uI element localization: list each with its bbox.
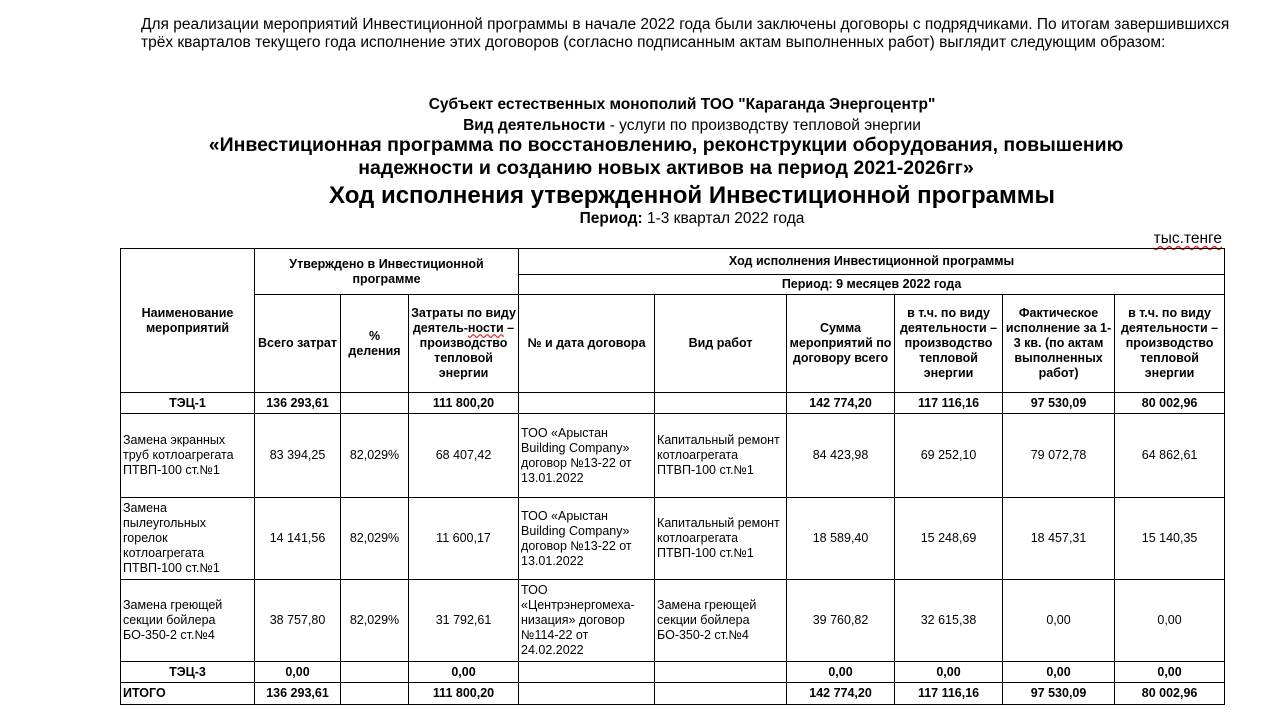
cell-total: 136 293,61 — [255, 683, 341, 705]
cell-name: ТЭЦ-1 — [121, 393, 255, 414]
period-label: Период: — [579, 210, 643, 227]
table-row — [121, 414, 1225, 498]
cell-incl: 117 116,16 — [895, 393, 1003, 414]
header-name: Наименование мероприятий — [121, 249, 255, 393]
header-costs-wavy: ности — [467, 321, 504, 335]
cell-total: 14 141,56 — [255, 498, 341, 580]
header-costs-prefix: Затраты по виду деятель- — [411, 306, 516, 335]
cell-percent: 82,029% — [341, 580, 409, 662]
cell-incl: 15 248,69 — [895, 498, 1003, 580]
period-value: 1-3 квартал 2022 года — [642, 210, 805, 227]
cell-total: 136 293,61 — [255, 393, 341, 414]
cell-incl2: 15 140,35 — [1115, 498, 1225, 580]
cell-work — [655, 393, 787, 414]
cell-costs: 111 800,20 — [409, 393, 519, 414]
table-row — [121, 498, 1225, 580]
cell-contract — [519, 393, 655, 414]
cell-work: Капитальный ремонт котлоагрегата ПТВП-100 ст.№1 — [655, 498, 787, 580]
cell-contract: ТОО «Центрэнергомеха-низация» договор №114-22 от 24.02.2022 — [519, 580, 655, 662]
cell-percent — [341, 393, 409, 414]
table-row-total — [121, 683, 1225, 705]
cell-percent: 82,029% — [341, 498, 409, 580]
cell-percent: 82,029% — [341, 414, 409, 498]
header-contract: № и дата договора — [519, 295, 655, 393]
cell-total: 38 757,80 — [255, 580, 341, 662]
cell-incl2: 0,00 — [1115, 580, 1225, 662]
cell-sum: 0,00 — [787, 662, 895, 683]
cell-incl: 117 116,16 — [895, 683, 1003, 705]
cell-name: ТЭЦ-3 — [121, 662, 255, 683]
cell-work — [655, 662, 787, 683]
cell-total: 83 394,25 — [255, 414, 341, 498]
cell-incl2: 64 862,61 — [1115, 414, 1225, 498]
cell-costs: 68 407,42 — [409, 414, 519, 498]
header-total-costs: Всего затрат — [255, 295, 341, 393]
cell-sum: 18 589,40 — [787, 498, 895, 580]
cell-contract — [519, 662, 655, 683]
cell-contract — [519, 683, 655, 705]
cell-sum: 142 774,20 — [787, 393, 895, 414]
header-approved-group: Утверждено в Инвестиционной программе — [255, 249, 519, 295]
program-title — [52, 134, 1280, 180]
header-work-type: Вид работ — [655, 295, 787, 393]
program-title-line2: надежности и созданию новых активов на период 2021-2026гг» — [358, 157, 974, 179]
program-title-line1: «Инвестиционная программа по восстановлению, реконструкции оборудования, повышению — [208, 134, 1124, 156]
table-row — [121, 393, 1225, 414]
header-progress-group: Ход исполнения Инвестиционной программы — [519, 249, 1225, 275]
cell-sum: 84 423,98 — [787, 414, 895, 498]
cell-actual: 0,00 — [1003, 580, 1115, 662]
cell-costs: 111 800,20 — [409, 683, 519, 705]
header-actual: Фактическое исполнение за 1-3 кв. (по актам выполненных работ) — [1003, 295, 1115, 393]
cell-sum: 39 760,82 — [787, 580, 895, 662]
period-line — [52, 210, 1280, 228]
header-incl-activity: в т.ч. по виду деятельности –производство тепловой энергии — [895, 295, 1003, 393]
cell-incl2: 0,00 — [1115, 662, 1225, 683]
main-title: Ход исполнения утвержденной Инвестиционной программы — [329, 182, 1055, 209]
cell-percent — [341, 662, 409, 683]
activity-line — [52, 117, 1280, 135]
units-label: тыс.тенге — [1153, 230, 1222, 247]
header-contract-sum: Сумма мероприятий по договору всего — [787, 295, 895, 393]
table-row — [121, 662, 1225, 683]
cell-costs: 11 600,17 — [409, 498, 519, 580]
activity-value: - услуги по производству тепловой энергии — [605, 117, 921, 134]
subject-title: Субъект естественных монополий ТОО "Караганда Энергоцентр" — [428, 96, 936, 113]
cell-costs: 0,00 — [409, 662, 519, 683]
investment-table — [120, 248, 1225, 705]
cell-incl: 0,00 — [895, 662, 1003, 683]
cell-actual: 18 457,31 — [1003, 498, 1115, 580]
header-costs-suffix: – производство тепловой энергии — [419, 321, 515, 380]
cell-total: 0,00 — [255, 662, 341, 683]
cell-incl2: 80 002,96 — [1115, 393, 1225, 414]
intro-paragraph: Для реализации мероприятий Инвестиционной программы в начале 2022 года были заключены договоры с подрядчиками. По итогам завершившихся трёх кварталов текущего года исполнение этих договоров (согласно подписанным актам выполненных работ) выглядит следующим образом: — [141, 16, 1230, 51]
cell-name: ИТОГО — [121, 683, 255, 705]
cell-sum: 142 774,20 — [787, 683, 895, 705]
cell-name: Замена экранных труб котлоагрегата ПТВП-100 ст.№1 — [121, 414, 255, 498]
cell-name: Замена пылеугольных горелок котлоагрегата ПТВП-100 ст.№1 — [121, 498, 255, 580]
cell-work: Капитальный ремонт котлоагрегата ПТВП-100 ст.№1 — [655, 414, 787, 498]
cell-work: Замена греющей секции бойлера БО-350-2 ст.№4 — [655, 580, 787, 662]
header-costs-by-activity — [409, 295, 519, 393]
table-row — [121, 580, 1225, 662]
cell-actual: 97 530,09 — [1003, 683, 1115, 705]
header-incl-activity-2: в т.ч. по виду деятельности – производство тепловой энергии — [1115, 295, 1225, 393]
cell-actual: 79 072,78 — [1003, 414, 1115, 498]
cell-work — [655, 683, 787, 705]
cell-incl: 69 252,10 — [895, 414, 1003, 498]
cell-actual: 0,00 — [1003, 662, 1115, 683]
cell-incl2: 80 002,96 — [1115, 683, 1225, 705]
cell-percent — [341, 683, 409, 705]
cell-actual: 97 530,09 — [1003, 393, 1115, 414]
header-progress-period: Период: 9 месяцев 2022 года — [519, 275, 1225, 295]
cell-name: Замена греющей секции бойлера БО-350-2 ст.№4 — [121, 580, 255, 662]
cell-contract: ТОО «Арыстан Building Company» договор №13-22 от 13.01.2022 — [519, 498, 655, 580]
cell-incl: 32 615,38 — [895, 580, 1003, 662]
cell-costs: 31 792,61 — [409, 580, 519, 662]
cell-contract: ТОО «Арыстан Building Company» договор №13-22 от 13.01.2022 — [519, 414, 655, 498]
header-percent-share: % деления — [341, 295, 409, 393]
activity-label: Вид деятельности — [463, 117, 606, 134]
